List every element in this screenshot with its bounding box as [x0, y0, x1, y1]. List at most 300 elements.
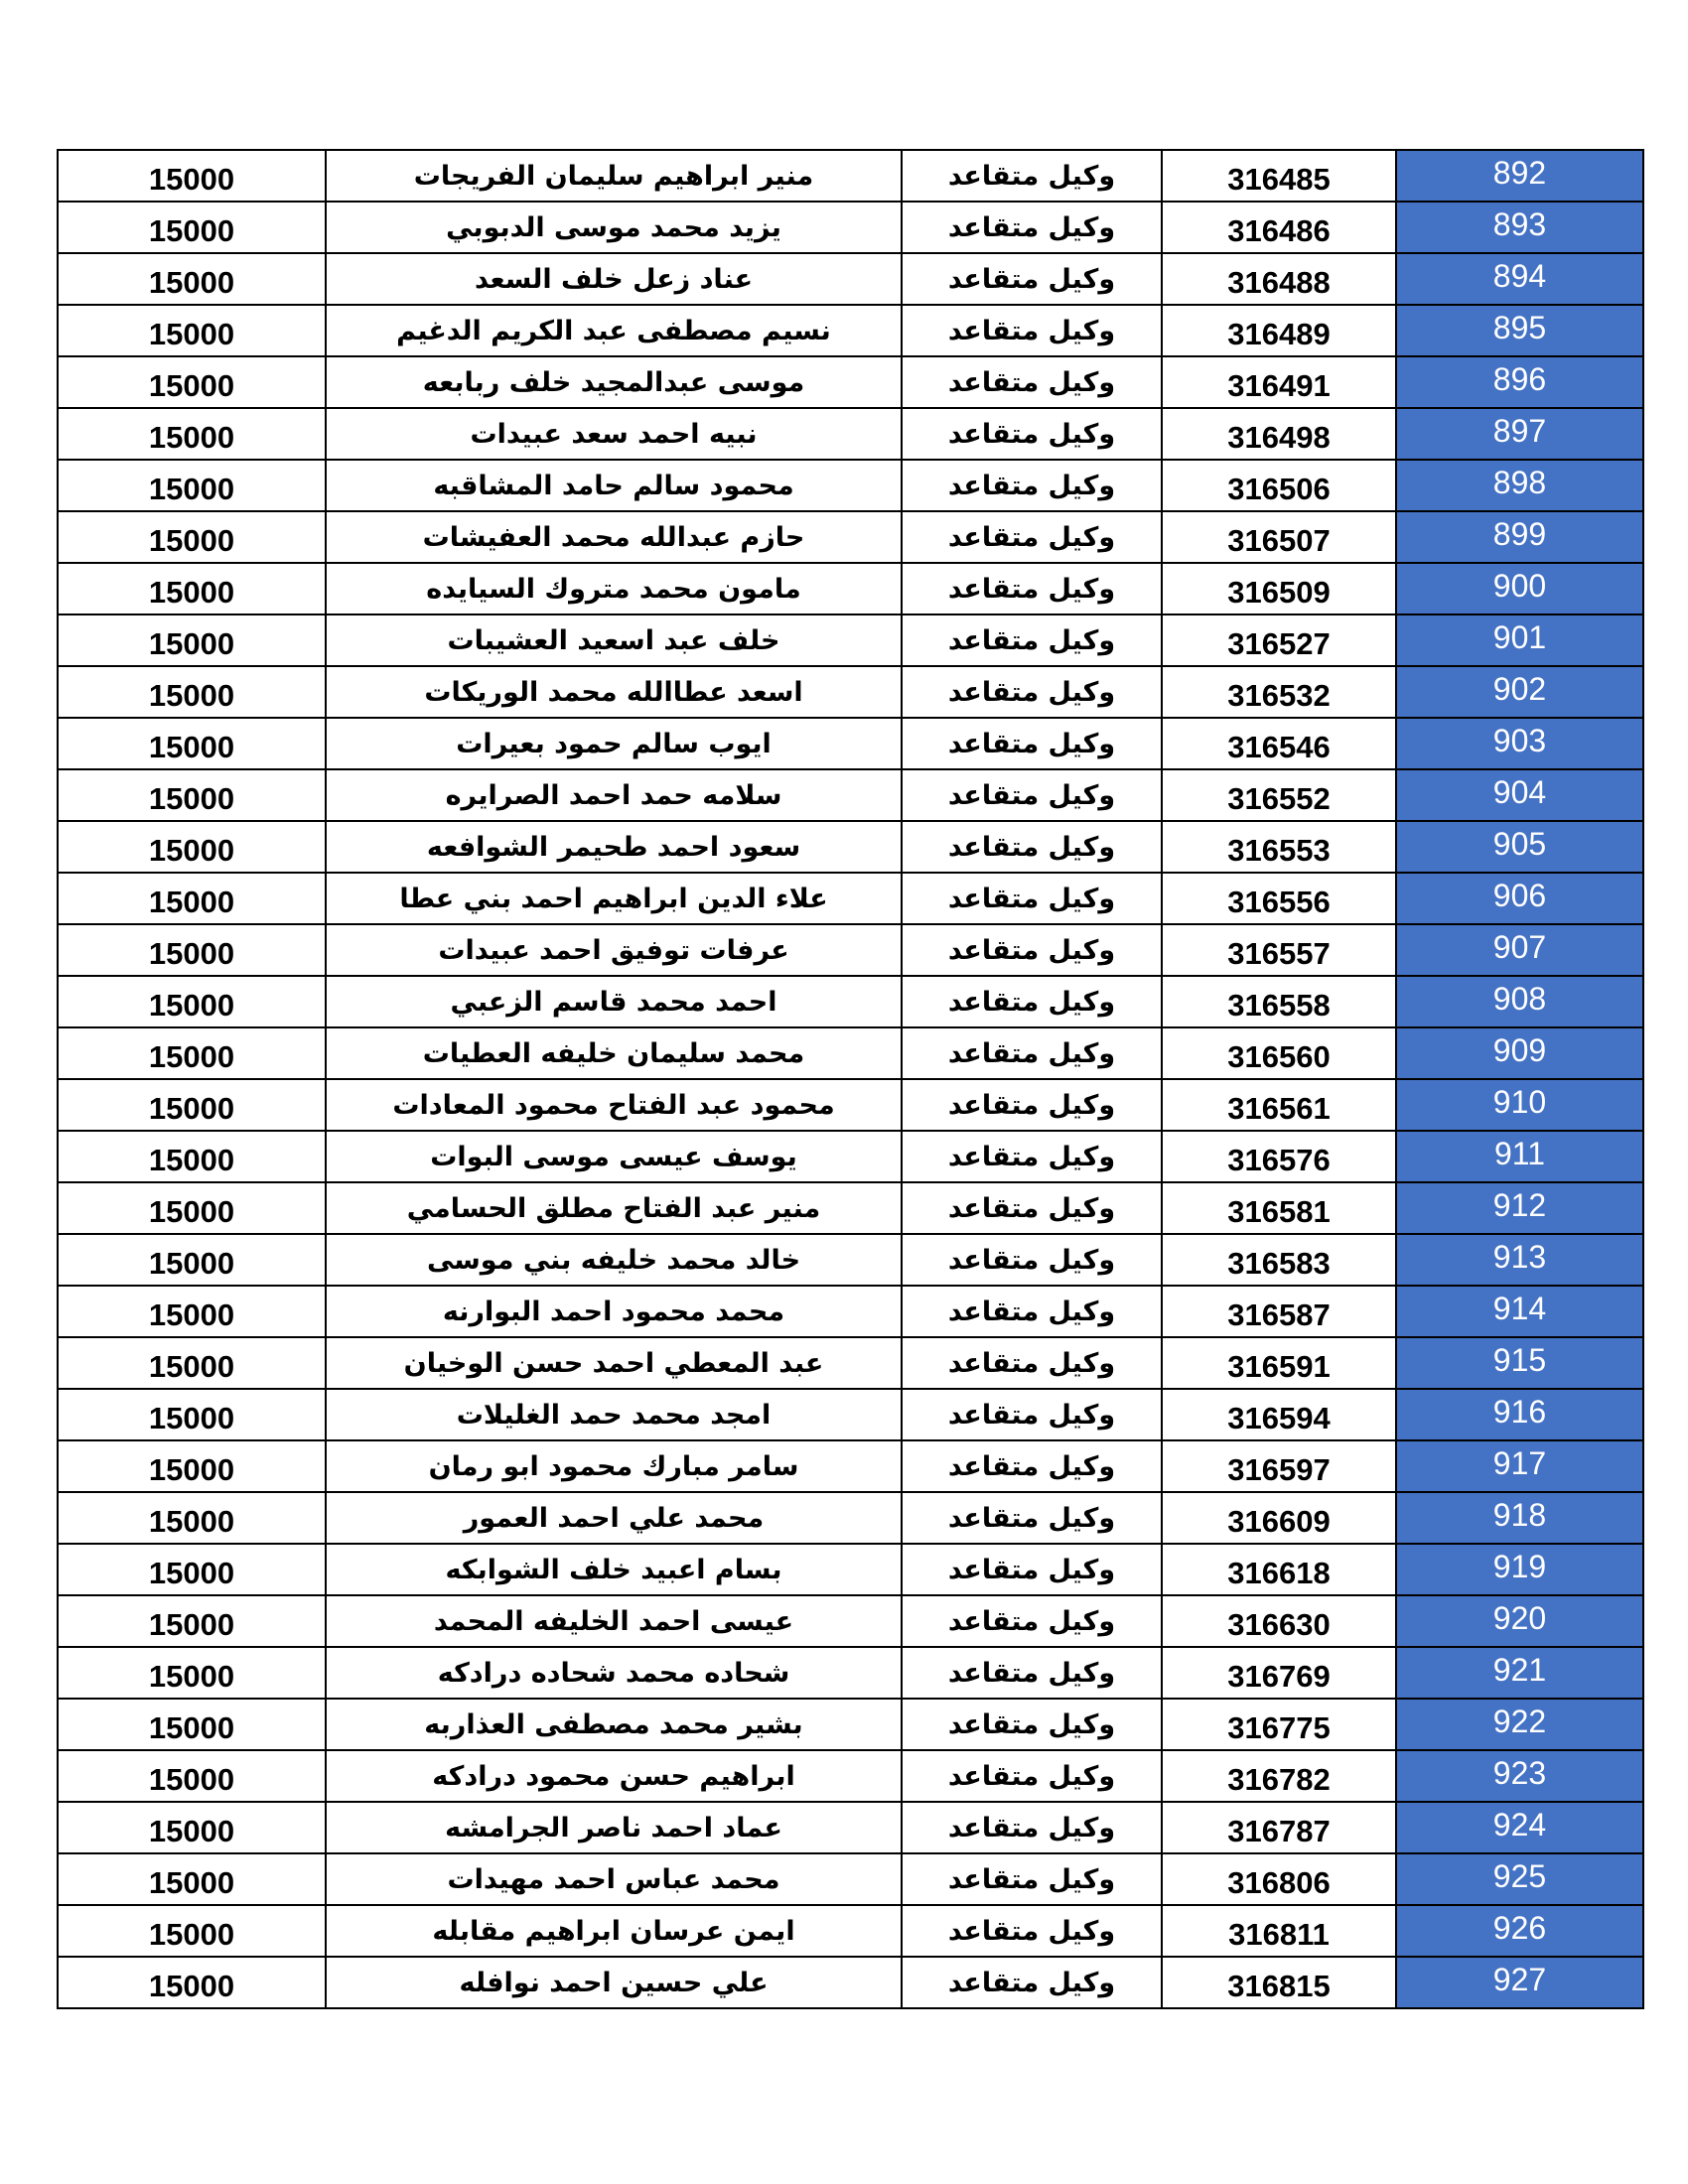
- name-cell: [326, 1957, 902, 2008]
- amount-cell: [58, 150, 326, 202]
- sequence-number-cell-text: 922: [1492, 1703, 1547, 1739]
- rank-cell: [902, 305, 1162, 356]
- rank-cell-text: وكيل متقاعد: [947, 831, 1116, 863]
- name-cell: [326, 1595, 902, 1647]
- sequence-number-cell-text: 897: [1492, 412, 1547, 449]
- roster-table-container: [57, 149, 1632, 2009]
- id-number-cell: [1162, 460, 1396, 511]
- id-number-cell-text: 316546: [1227, 730, 1331, 764]
- sequence-number-cell-text: 901: [1492, 618, 1547, 655]
- table-row: [58, 1544, 1643, 1595]
- name-cell-text: محمد عباس احمد مهيدات: [447, 1863, 780, 1895]
- name-cell-text: امجد محمد حمد الغليلات: [456, 1399, 772, 1431]
- rank-cell: [902, 1957, 1162, 2008]
- name-cell-text: نبيه احمد سعد عبيدات: [470, 418, 758, 450]
- amount-cell-text: 15000: [148, 833, 235, 868]
- name-cell: [326, 666, 902, 718]
- rank-cell: [902, 1234, 1162, 1286]
- amount-cell: [58, 1957, 326, 2008]
- name-cell-text: يوسف عيسى موسى البوات: [430, 1141, 797, 1172]
- amount-cell-text: 15000: [148, 1556, 235, 1590]
- id-number-cell-text: 316485: [1227, 162, 1331, 197]
- id-number-cell-text: 316486: [1227, 213, 1331, 248]
- sequence-number-cell: [1396, 873, 1643, 924]
- table-row: [58, 718, 1643, 769]
- amount-cell: [58, 1389, 326, 1440]
- rank-cell: [902, 769, 1162, 821]
- sequence-number-cell: [1396, 563, 1643, 614]
- id-number-cell: [1162, 924, 1396, 976]
- rank-cell-text: وكيل متقاعد: [947, 883, 1116, 914]
- id-number-cell: [1162, 1699, 1396, 1750]
- rank-cell-text: وكيل متقاعد: [947, 1450, 1116, 1482]
- amount-cell: [58, 1699, 326, 1750]
- id-number-cell-text: 316769: [1227, 1659, 1331, 1694]
- id-number-cell-text: 316583: [1227, 1246, 1331, 1281]
- rank-cell-text: وكيل متقاعد: [947, 1812, 1116, 1843]
- rank-cell: [902, 511, 1162, 563]
- name-cell-text: منير عبد الفتاح مطلق الحسامي: [406, 1192, 821, 1224]
- sequence-number-cell-text: 920: [1492, 1599, 1547, 1636]
- name-cell: [326, 924, 902, 976]
- name-cell-text: محمد سليمان خليفه العطيات: [422, 1037, 805, 1069]
- rank-cell-text: وكيل متقاعد: [947, 676, 1116, 708]
- rank-cell: [902, 1544, 1162, 1595]
- name-cell: [326, 150, 902, 202]
- amount-cell-text: 15000: [148, 265, 235, 300]
- name-cell-text: سامر مبارك محمود ابو رمان: [428, 1450, 799, 1482]
- rank-cell: [902, 821, 1162, 873]
- sequence-number-cell: [1396, 202, 1643, 253]
- name-cell-text: علي حسين احمد نوافله: [459, 1967, 769, 1998]
- sequence-number-cell-text: 923: [1492, 1754, 1547, 1791]
- amount-cell: [58, 1337, 326, 1389]
- table-row: [58, 666, 1643, 718]
- table-row: [58, 1389, 1643, 1440]
- rank-cell-text: وكيل متقاعد: [947, 1657, 1116, 1689]
- id-number-cell: [1162, 718, 1396, 769]
- name-cell: [326, 408, 902, 460]
- rank-cell: [902, 976, 1162, 1027]
- sequence-number-cell: [1396, 305, 1643, 356]
- id-number-cell: [1162, 356, 1396, 408]
- name-cell-text: علاء الدين ابراهيم احمد بني عطا: [399, 883, 828, 914]
- name-cell: [326, 718, 902, 769]
- sequence-number-cell: [1396, 1337, 1643, 1389]
- amount-cell: [58, 1286, 326, 1337]
- rank-cell-text: وكيل متقاعد: [947, 1296, 1116, 1327]
- table-row: [58, 1440, 1643, 1492]
- id-number-cell: [1162, 1440, 1396, 1492]
- rank-cell-text: وكيل متقاعد: [947, 1915, 1116, 1947]
- roster-table: [57, 149, 1644, 2009]
- amount-cell: [58, 1647, 326, 1699]
- sequence-number-cell: [1396, 821, 1643, 873]
- amount-cell-text: 15000: [148, 162, 235, 197]
- rank-cell: [902, 1802, 1162, 1853]
- id-number-cell: [1162, 408, 1396, 460]
- rank-cell-text: وكيل متقاعد: [947, 1554, 1116, 1585]
- sequence-number-cell: [1396, 1544, 1643, 1595]
- sequence-number-cell-text: 899: [1492, 515, 1547, 552]
- sequence-number-cell-text: 918: [1492, 1496, 1547, 1533]
- name-cell-text: محمد علي احمد العمور: [463, 1502, 765, 1534]
- amount-cell-text: 15000: [148, 626, 235, 661]
- amount-cell: [58, 769, 326, 821]
- rank-cell-text: وكيل متقاعد: [947, 470, 1116, 501]
- sequence-number-cell-text: 893: [1492, 205, 1547, 242]
- amount-cell: [58, 408, 326, 460]
- name-cell: [326, 769, 902, 821]
- rank-cell: [902, 1905, 1162, 1957]
- table-row: [58, 1027, 1643, 1079]
- sequence-number-cell-text: 898: [1492, 464, 1547, 500]
- sequence-number-cell-text: 913: [1492, 1238, 1547, 1275]
- table-row: [58, 563, 1643, 614]
- rank-cell: [902, 614, 1162, 666]
- rank-cell: [902, 563, 1162, 614]
- id-number-cell: [1162, 511, 1396, 563]
- id-number-cell-text: 316576: [1227, 1143, 1331, 1177]
- rank-cell: [902, 1286, 1162, 1337]
- name-cell: [326, 1027, 902, 1079]
- sequence-number-cell: [1396, 1440, 1643, 1492]
- id-number-cell-text: 316560: [1227, 1039, 1331, 1074]
- sequence-number-cell-text: 912: [1492, 1186, 1547, 1223]
- name-cell: [326, 1234, 902, 1286]
- amount-cell: [58, 511, 326, 563]
- amount-cell: [58, 1750, 326, 1802]
- rank-cell-text: وكيل متقاعد: [947, 986, 1116, 1018]
- amount-cell: [58, 976, 326, 1027]
- name-cell: [326, 1389, 902, 1440]
- name-cell-text: محمد محمود احمد البوارنه: [442, 1296, 785, 1327]
- rank-cell-text: وكيل متقاعد: [947, 1863, 1116, 1895]
- sequence-number-cell: [1396, 1389, 1643, 1440]
- id-number-cell-text: 316556: [1227, 885, 1331, 919]
- amount-cell-text: 15000: [148, 1504, 235, 1539]
- id-number-cell-text: 316775: [1227, 1710, 1331, 1745]
- id-number-cell: [1162, 1802, 1396, 1853]
- name-cell: [326, 614, 902, 666]
- name-cell-text: خلف عبد اسعيد العشيبات: [447, 624, 780, 656]
- sequence-number-cell: [1396, 1234, 1643, 1286]
- sequence-number-cell-text: 919: [1492, 1548, 1547, 1584]
- table-row: [58, 1802, 1643, 1853]
- id-number-cell-text: 316806: [1227, 1865, 1331, 1900]
- rank-cell-text: وكيل متقاعد: [947, 1192, 1116, 1224]
- id-number-cell-text: 316597: [1227, 1452, 1331, 1487]
- amount-cell-text: 15000: [148, 1710, 235, 1745]
- amount-cell: [58, 1544, 326, 1595]
- rank-cell: [902, 924, 1162, 976]
- rank-cell: [902, 1750, 1162, 1802]
- amount-cell-text: 15000: [148, 472, 235, 506]
- sequence-number-cell-text: 921: [1492, 1651, 1547, 1688]
- name-cell-text: محمود سالم حامد المشاقبه: [433, 470, 794, 501]
- sequence-number-cell-text: 910: [1492, 1083, 1547, 1120]
- name-cell: [326, 202, 902, 253]
- name-cell-text: عبد المعطي احمد حسن الوخيان: [403, 1347, 824, 1379]
- rank-cell: [902, 150, 1162, 202]
- name-cell: [326, 305, 902, 356]
- rank-cell: [902, 666, 1162, 718]
- name-cell-text: حازم عبدالله محمد العفيشات: [422, 521, 805, 553]
- name-cell: [326, 1337, 902, 1389]
- sequence-number-cell-text: 911: [1493, 1135, 1545, 1171]
- rank-cell: [902, 1595, 1162, 1647]
- roster-table-body: [58, 150, 1643, 2008]
- sequence-number-cell: [1396, 614, 1643, 666]
- id-number-cell-text: 316488: [1227, 265, 1331, 300]
- id-number-cell-text: 316787: [1227, 1814, 1331, 1848]
- id-number-cell-text: 316552: [1227, 781, 1331, 816]
- id-number-cell: [1162, 1544, 1396, 1595]
- table-row: [58, 1699, 1643, 1750]
- amount-cell-text: 15000: [148, 1917, 235, 1952]
- name-cell-text: بشير محمد مصطفى العذاربه: [424, 1708, 803, 1740]
- table-row: [58, 1234, 1643, 1286]
- id-number-cell: [1162, 563, 1396, 614]
- name-cell-text: شحاده محمد شحاده درادكه: [437, 1657, 790, 1689]
- id-number-cell-text: 316527: [1227, 626, 1331, 661]
- name-cell-text: احمد محمد قاسم الزعبي: [450, 986, 777, 1018]
- amount-cell-text: 15000: [148, 1401, 235, 1435]
- table-row: [58, 1182, 1643, 1234]
- name-cell-text: عرفات توفيق احمد عبيدات: [438, 934, 789, 966]
- sequence-number-cell-text: 900: [1492, 567, 1547, 604]
- table-row: [58, 873, 1643, 924]
- id-number-cell: [1162, 1957, 1396, 2008]
- amount-cell-text: 15000: [148, 988, 235, 1023]
- rank-cell: [902, 408, 1162, 460]
- amount-cell-text: 15000: [148, 936, 235, 971]
- id-number-cell-text: 316782: [1227, 1762, 1331, 1797]
- rank-cell-text: وكيل متقاعد: [947, 1605, 1116, 1637]
- table-row: [58, 1750, 1643, 1802]
- name-cell-text: منير ابراهيم سليمان الفريجات: [413, 160, 814, 192]
- amount-cell: [58, 924, 326, 976]
- rank-cell: [902, 718, 1162, 769]
- amount-cell: [58, 1079, 326, 1131]
- id-number-cell-text: 316561: [1227, 1091, 1331, 1126]
- rank-cell-text: وكيل متقاعد: [947, 1347, 1116, 1379]
- name-cell: [326, 821, 902, 873]
- amount-cell-text: 15000: [148, 1814, 235, 1848]
- sequence-number-cell-text: 926: [1492, 1909, 1547, 1946]
- sequence-number-cell: [1396, 1027, 1643, 1079]
- sequence-number-cell-text: 895: [1492, 309, 1547, 345]
- id-number-cell-text: 316618: [1227, 1556, 1331, 1590]
- name-cell: [326, 1647, 902, 1699]
- sequence-number-cell: [1396, 718, 1643, 769]
- amount-cell-text: 15000: [148, 368, 235, 403]
- rank-cell: [902, 1337, 1162, 1389]
- rank-cell: [902, 1853, 1162, 1905]
- table-row: [58, 1131, 1643, 1182]
- table-row: [58, 1079, 1643, 1131]
- sequence-number-cell-text: 917: [1492, 1444, 1547, 1481]
- rank-cell-text: وكيل متقاعد: [947, 315, 1116, 346]
- id-number-cell: [1162, 1853, 1396, 1905]
- rank-cell: [902, 1440, 1162, 1492]
- table-row: [58, 1853, 1643, 1905]
- table-row: [58, 1286, 1643, 1337]
- id-number-cell-text: 316630: [1227, 1607, 1331, 1642]
- id-number-cell-text: 316815: [1227, 1969, 1331, 2003]
- rank-cell: [902, 1647, 1162, 1699]
- id-number-cell-text: 316491: [1227, 368, 1331, 403]
- sequence-number-cell-text: 905: [1492, 825, 1547, 862]
- amount-cell-text: 15000: [148, 317, 235, 351]
- sequence-number-cell-text: 903: [1492, 722, 1547, 758]
- table-row: [58, 305, 1643, 356]
- rank-cell: [902, 1131, 1162, 1182]
- amount-cell: [58, 718, 326, 769]
- id-number-cell: [1162, 1234, 1396, 1286]
- id-number-cell: [1162, 821, 1396, 873]
- sequence-number-cell-text: 906: [1492, 877, 1547, 913]
- sequence-number-cell-text: 925: [1492, 1857, 1547, 1894]
- name-cell: [326, 1853, 902, 1905]
- id-number-cell-text: 316609: [1227, 1504, 1331, 1539]
- name-cell: [326, 976, 902, 1027]
- name-cell-text: عناد زعل خلف السعد: [474, 263, 754, 295]
- id-number-cell: [1162, 1750, 1396, 1802]
- name-cell: [326, 873, 902, 924]
- amount-cell: [58, 1027, 326, 1079]
- id-number-cell: [1162, 305, 1396, 356]
- table-row: [58, 1337, 1643, 1389]
- rank-cell-text: وكيل متقاعد: [947, 573, 1116, 605]
- sequence-number-cell-text: 909: [1492, 1031, 1547, 1068]
- rank-cell-text: وكيل متقاعد: [947, 1399, 1116, 1431]
- rank-cell-text: وكيل متقاعد: [947, 1089, 1116, 1121]
- name-cell: [326, 1492, 902, 1544]
- name-cell-text: بسام اعبيد خلف الشوابكه: [445, 1554, 782, 1585]
- sequence-number-cell: [1396, 150, 1643, 202]
- id-number-cell-text: 316553: [1227, 833, 1331, 868]
- sequence-number-cell: [1396, 1131, 1643, 1182]
- sequence-number-cell-text: 896: [1492, 360, 1547, 397]
- table-row: [58, 202, 1643, 253]
- amount-cell-text: 15000: [148, 1607, 235, 1642]
- rank-cell-text: وكيل متقاعد: [947, 263, 1116, 295]
- id-number-cell-text: 316489: [1227, 317, 1331, 351]
- table-row: [58, 460, 1643, 511]
- amount-cell-text: 15000: [148, 1452, 235, 1487]
- amount-cell: [58, 460, 326, 511]
- amount-cell: [58, 1234, 326, 1286]
- rank-cell: [902, 1079, 1162, 1131]
- sequence-number-cell: [1396, 253, 1643, 305]
- rank-cell: [902, 873, 1162, 924]
- table-row: [58, 356, 1643, 408]
- amount-cell: [58, 1492, 326, 1544]
- name-cell-text: ابراهيم حسن محمود درادكه: [432, 1760, 795, 1792]
- name-cell: [326, 1905, 902, 1957]
- rank-cell-text: وكيل متقاعد: [947, 1037, 1116, 1069]
- table-row: [58, 976, 1643, 1027]
- rank-cell: [902, 202, 1162, 253]
- rank-cell-text: وكيل متقاعد: [947, 1760, 1116, 1792]
- sequence-number-cell: [1396, 1699, 1643, 1750]
- id-number-cell: [1162, 1647, 1396, 1699]
- sequence-number-cell: [1396, 1595, 1643, 1647]
- sequence-number-cell: [1396, 1079, 1643, 1131]
- name-cell-text: ايمن عرسان ابراهيم مقابله: [432, 1915, 795, 1947]
- amount-cell-text: 15000: [148, 523, 235, 558]
- amount-cell: [58, 1853, 326, 1905]
- amount-cell: [58, 614, 326, 666]
- id-number-cell: [1162, 1131, 1396, 1182]
- id-number-cell: [1162, 1492, 1396, 1544]
- name-cell: [326, 460, 902, 511]
- name-cell-text: يزيد محمد موسى الدبوبي: [446, 211, 781, 243]
- sequence-number-cell: [1396, 1182, 1643, 1234]
- sequence-number-cell-text: 908: [1492, 980, 1547, 1017]
- id-number-cell-text: 316532: [1227, 678, 1331, 713]
- amount-cell: [58, 666, 326, 718]
- sequence-number-cell: [1396, 924, 1643, 976]
- id-number-cell-text: 316594: [1227, 1401, 1331, 1435]
- table-row: [58, 821, 1643, 873]
- name-cell: [326, 1699, 902, 1750]
- rank-cell: [902, 1389, 1162, 1440]
- amount-cell: [58, 1440, 326, 1492]
- amount-cell: [58, 253, 326, 305]
- id-number-cell: [1162, 1027, 1396, 1079]
- table-row: [58, 511, 1643, 563]
- sequence-number-cell: [1396, 511, 1643, 563]
- name-cell-text: نسيم مصطفى عبد الكريم الدغيم: [396, 315, 831, 346]
- amount-cell-text: 15000: [148, 1969, 235, 2003]
- amount-cell: [58, 356, 326, 408]
- id-number-cell: [1162, 150, 1396, 202]
- sequence-number-cell-text: 915: [1492, 1341, 1547, 1378]
- sequence-number-cell: [1396, 356, 1643, 408]
- name-cell-text: محمود عبد الفتاح محمود المعادات: [392, 1089, 835, 1121]
- amount-cell: [58, 1595, 326, 1647]
- rank-cell: [902, 356, 1162, 408]
- name-cell: [326, 1079, 902, 1131]
- sequence-number-cell-text: 904: [1492, 773, 1547, 810]
- amount-cell-text: 15000: [148, 1762, 235, 1797]
- name-cell: [326, 253, 902, 305]
- sequence-number-cell: [1396, 1905, 1643, 1957]
- amount-cell: [58, 305, 326, 356]
- id-number-cell: [1162, 1286, 1396, 1337]
- amount-cell: [58, 1905, 326, 1957]
- sequence-number-cell: [1396, 460, 1643, 511]
- amount-cell: [58, 563, 326, 614]
- sequence-number-cell-text: 892: [1492, 154, 1547, 191]
- name-cell: [326, 1286, 902, 1337]
- amount-cell-text: 15000: [148, 213, 235, 248]
- rank-cell-text: وكيل متقاعد: [947, 934, 1116, 966]
- amount-cell-text: 15000: [148, 885, 235, 919]
- sequence-number-cell: [1396, 1647, 1643, 1699]
- name-cell: [326, 511, 902, 563]
- amount-cell-text: 15000: [148, 1194, 235, 1229]
- name-cell-text: عيسى احمد الخليفه المحمد: [433, 1605, 794, 1637]
- rank-cell-text: وكيل متقاعد: [947, 418, 1116, 450]
- id-number-cell: [1162, 202, 1396, 253]
- id-number-cell-text: 316581: [1227, 1194, 1331, 1229]
- sequence-number-cell: [1396, 1492, 1643, 1544]
- name-cell: [326, 1440, 902, 1492]
- amount-cell-text: 15000: [148, 1865, 235, 1900]
